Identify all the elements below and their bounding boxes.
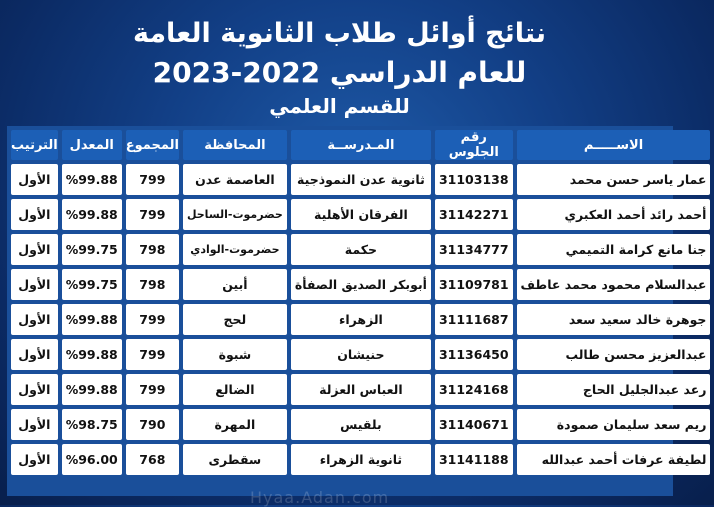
name-cell: عمار ياسر حسن محمد: [517, 164, 711, 195]
name-cell: ريم سعد سليمان صمودة: [517, 409, 711, 440]
seat-cell: 31111687: [435, 304, 513, 335]
name-cell: عبدالسلام محمود محمد عاطف: [517, 269, 711, 300]
table-header-row: [11, 130, 710, 160]
name-cell: أحمد رائد أحمد العكبري: [517, 199, 711, 230]
total-cell: 799: [126, 374, 179, 405]
school-cell: أبوبكر الصديق الصفأة: [291, 269, 431, 300]
page-title: نتائج أوائل طلاب الثانوية العامة: [132, 18, 547, 49]
governorate-cell: لحج: [183, 304, 287, 335]
rank-cell: الأول: [11, 199, 58, 230]
seat-cell: 31109781: [435, 269, 513, 300]
name-cell: جنا مانع كرامة التميمي: [517, 234, 711, 265]
school-cell: ثانوية عدن النموذجية: [291, 164, 431, 195]
seat-cell: 31103138: [435, 164, 513, 195]
total-cell: 799: [126, 199, 179, 230]
page-subtitle: للعام الدراسي 2022-2023: [152, 56, 527, 89]
name-cell: لطيفة عرفات أحمد عبدالله: [517, 444, 711, 475]
governorate-cell: حضرموت-الساحل: [183, 199, 287, 230]
rank-cell: الأول: [11, 444, 58, 475]
total-cell: 768: [126, 444, 179, 475]
total-cell: 798: [126, 269, 179, 300]
header-school: المـدرســة: [291, 130, 431, 160]
governorate-cell: أبين: [183, 269, 287, 300]
average-cell: %99.88: [62, 304, 122, 335]
average-cell: %99.75: [62, 269, 122, 300]
rank-cell: الأول: [11, 409, 58, 440]
governorate-cell: العاصمة عدن: [183, 164, 287, 195]
average-cell: %99.88: [62, 164, 122, 195]
header-total: المجموع: [126, 130, 179, 160]
watermark: Hyaa.Adan.com: [250, 488, 390, 507]
name-cell: رعد عبدالجليل الحاج: [517, 374, 711, 405]
governorate-cell: سقطرى: [183, 444, 287, 475]
header-governorate: المحافظة: [183, 130, 287, 160]
seat-cell: 31141188: [435, 444, 513, 475]
average-cell: %99.88: [62, 374, 122, 405]
governorate-cell: الضالع: [183, 374, 287, 405]
total-cell: 799: [126, 339, 179, 370]
school-cell: حكمة: [291, 234, 431, 265]
school-cell: الزهراء: [291, 304, 431, 335]
table-row: [11, 374, 710, 405]
total-cell: 798: [126, 234, 179, 265]
school-cell: الفرقان الأهلية: [291, 199, 431, 230]
table-row: [11, 164, 710, 195]
total-cell: 790: [126, 409, 179, 440]
average-cell: %99.75: [62, 234, 122, 265]
rank-cell: الأول: [11, 234, 58, 265]
average-cell: %96.00: [62, 444, 122, 475]
governorate-cell: المهرة: [183, 409, 287, 440]
seat-cell: 31142271: [435, 199, 513, 230]
rank-cell: الأول: [11, 374, 58, 405]
rank-cell: الأول: [11, 304, 58, 335]
school-cell: بلقيس: [291, 409, 431, 440]
results-sheet: [7, 126, 707, 496]
total-cell: 799: [126, 304, 179, 335]
seat-cell: 31136450: [435, 339, 513, 370]
table-row: [11, 444, 710, 475]
school-cell: حنيشان: [291, 339, 431, 370]
table-row: [11, 339, 710, 370]
results-table: [7, 126, 714, 479]
table-row: [11, 199, 710, 230]
seat-cell: 31124168: [435, 374, 513, 405]
header-average: المعدل: [62, 130, 122, 160]
name-cell: جوهرة خالد سعيد سعد: [517, 304, 711, 335]
header-seat: رقم الجلوس: [435, 130, 513, 160]
governorate-cell: حضرموت-الوادي: [183, 234, 287, 265]
average-cell: %99.88: [62, 199, 122, 230]
average-cell: %99.88: [62, 339, 122, 370]
section-title: للقسم العلمي: [269, 94, 410, 118]
header-rank: الترتيب: [11, 130, 58, 160]
table-row: [11, 304, 710, 335]
rank-cell: الأول: [11, 164, 58, 195]
average-cell: %98.75: [62, 409, 122, 440]
rank-cell: الأول: [11, 339, 58, 370]
school-cell: العباس العزلة: [291, 374, 431, 405]
name-cell: عبدالعزيز محسن طالب: [517, 339, 711, 370]
table-row: [11, 234, 710, 265]
seat-cell: 31134777: [435, 234, 513, 265]
header-name: الاســـــم: [517, 130, 711, 160]
total-cell: 799: [126, 164, 179, 195]
school-cell: ثانوية الزهراء: [291, 444, 431, 475]
governorate-cell: شبوة: [183, 339, 287, 370]
rank-cell: الأول: [11, 269, 58, 300]
table-row: [11, 409, 710, 440]
table-row: [11, 269, 710, 300]
seat-cell: 31140671: [435, 409, 513, 440]
